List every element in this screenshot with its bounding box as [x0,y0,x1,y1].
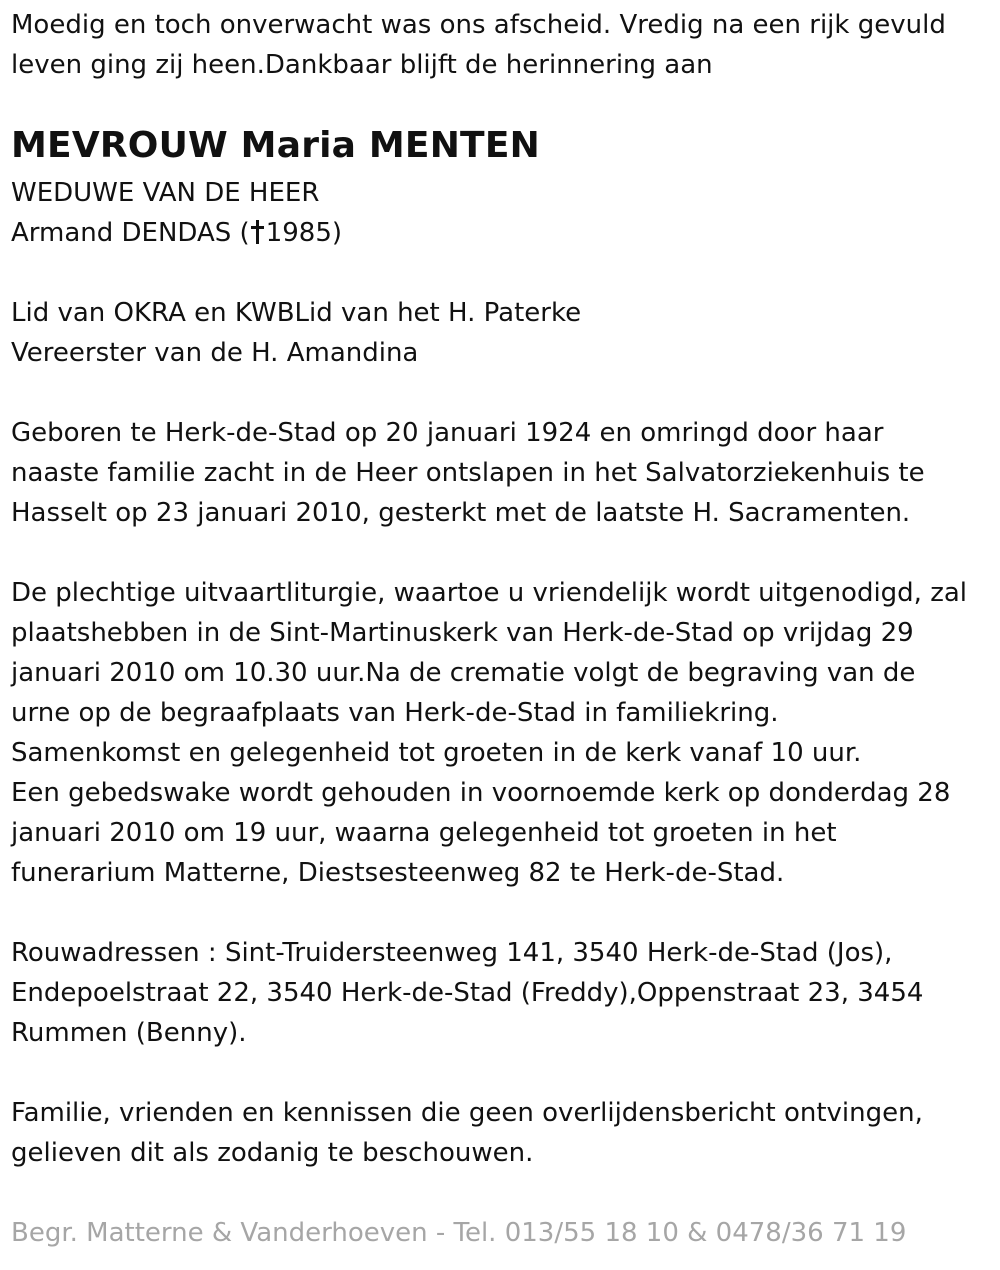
memberships-paragraph [11,293,581,373]
service-line: januari 2010 om 10.30 uur.Na de crematie volgt de begraving van de [11,658,916,688]
address-line: Rouwadressen : Sint-Truidersteenweg 141, 3540 Herk-de-Stad (Jos), [11,938,893,968]
spouse-name: Armand DENDAS ( [11,218,250,248]
notice-line: Familie, vrienden en kennissen die geen overlijdensbericht ontvingen, [11,1098,923,1128]
service-line: funerarium Matterne, Diestsesteenweg 82 te Herk-de-Stad. [11,858,785,888]
service-line: De plechtige uitvaartliturgie, waartoe u vriendelijk wordt uitgenodigd, zal [11,578,968,608]
address-line: Rummen (Benny). [11,1018,247,1048]
widow-line: WEDUWE VAN DE HEER [11,178,320,208]
spouse-line [11,213,342,253]
cross-icon [251,220,263,244]
funeral-home-footer: Begr. Matterne & Vanderhoeven - Tel. 013/55 18 10 & 0478/36 71 19 [11,1218,907,1248]
service-line: Een gebedswake wordt gehouden in voornoemde kerk op donderdag 28 [11,778,951,808]
deceased-name: MEVROUW Maria MENTEN [11,125,540,166]
widow-of-section [11,173,342,253]
birth-death-paragraph [11,413,925,533]
service-line: plaatshebben in de Sint-Martinuskerk van Herk-de-Stad op vrijdag 29 [11,618,914,648]
intro-line: Moedig en toch onverwacht was ons afscheid. Vredig na een rijk gevuld [11,10,946,40]
spouse-death-year: 1985) [265,218,342,248]
membership-line: Lid van OKRA en KWBLid van het H. Paterke [11,298,582,328]
notice-line: gelieven dit als zodanig te beschouwen. [11,1138,534,1168]
service-line: januari 2010 om 19 uur, waarna gelegenheid tot groeten in het [11,818,837,848]
intro-line: leven ging zij heen.Dankbaar blijft de herinnering aan [11,50,713,80]
intro-paragraph [11,5,946,85]
mourning-addresses-paragraph [11,933,923,1053]
funeral-service-paragraph [11,573,967,893]
membership-line: Vereerster van de H. Amandina [11,338,419,368]
notice-paragraph [11,1093,923,1173]
birth-death-line: naaste familie zacht in de Heer ontslapen in het Salvatorziekenhuis te [11,458,925,488]
address-line: Endepoelstraat 22, 3540 Herk-de-Stad (Freddy),Oppenstraat 23, 3454 [11,978,924,1008]
birth-death-line: Geboren te Herk-de-Stad op 20 januari 1924 en omringd door haar [11,418,884,448]
birth-death-line: Hasselt op 23 januari 2010, gesterkt met de laatste H. Sacramenten. [11,498,911,528]
service-line: urne op de begraafplaats van Herk-de-Stad in familiekring. [11,698,779,728]
service-line: Samenkomst en gelegenheid tot groeten in de kerk vanaf 10 uur. [11,738,862,768]
